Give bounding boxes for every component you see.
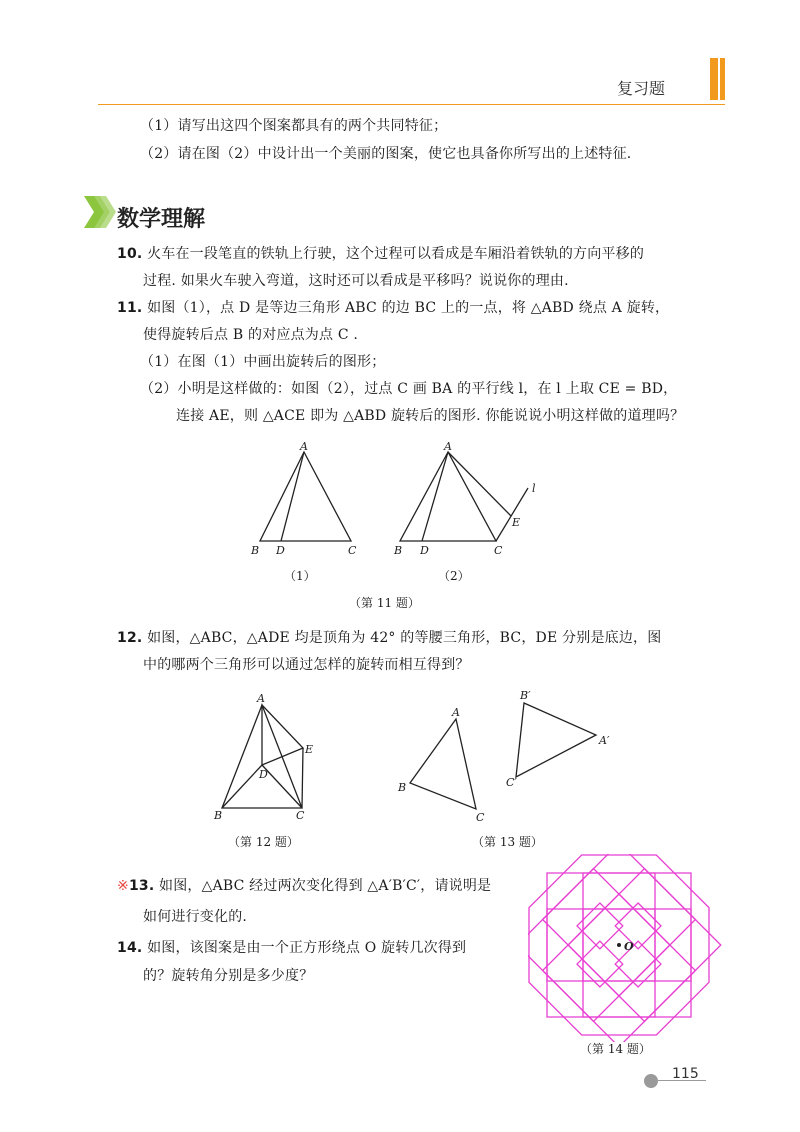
fig11-2-segment-ad bbox=[422, 452, 448, 541]
section-arrow-icon bbox=[84, 194, 118, 230]
fig12-triangle-ade bbox=[262, 705, 303, 765]
fig13-label-a1: A′ bbox=[599, 734, 610, 747]
figure-12 bbox=[210, 688, 330, 823]
q10-line-1 bbox=[117, 244, 644, 264]
q13-line-2: 如何进行变化的. bbox=[143, 909, 248, 925]
fig13-label-b1: B′ bbox=[520, 689, 531, 702]
q11-line-3: （1）在图（1）中画出旋转后的图形； bbox=[140, 354, 386, 370]
fig13-triangle-a1b1c1 bbox=[516, 703, 596, 777]
fig12-segment-ce bbox=[302, 748, 303, 808]
fig11-sub-caption-1: （1） bbox=[284, 569, 316, 583]
fig11-1-triangle-abc bbox=[260, 452, 351, 541]
q11-line-2: 使得旋转后点 B 的对应点为点 C . bbox=[143, 327, 359, 343]
page-number-dot bbox=[644, 1074, 658, 1088]
fig11-sub-caption-2: （2） bbox=[438, 569, 470, 583]
fig12-label-a: A bbox=[257, 692, 265, 705]
q11-number: 11. bbox=[117, 300, 143, 316]
q14-text-1: 如图，该图案是由一个正方形绕点 O 旋转几次得到 bbox=[147, 940, 467, 956]
fig14-square bbox=[568, 869, 721, 1022]
fig13-label-b: B bbox=[398, 781, 407, 794]
fig11-2-line-l bbox=[496, 488, 528, 541]
fig11-caption: （第 11 题） bbox=[349, 596, 420, 610]
fig12-label-d: D bbox=[259, 768, 268, 781]
fig13-caption: （第 13 题） bbox=[472, 835, 543, 849]
q11-line-4: （2）小明是这样做的：如图（2），过点 C 画 BA 的平行线 l，在 l 上取 CE = BD， bbox=[140, 381, 678, 397]
fig12-label-e: E bbox=[305, 743, 314, 756]
q10-number: 10. bbox=[117, 246, 143, 262]
fig11-1-label-c: C bbox=[348, 544, 357, 557]
fig14-label-o: O bbox=[624, 940, 634, 953]
intro-line-1: （1）请写出这四个图案都具有的两个共同特征； bbox=[140, 118, 448, 134]
fig12-label-b: B bbox=[214, 809, 223, 822]
fig13-label-a: A bbox=[452, 706, 460, 719]
fig11-2-label-a: A bbox=[444, 440, 452, 453]
fig11-2-label-c: C bbox=[494, 544, 503, 557]
q14-line-1 bbox=[117, 938, 466, 958]
intro-line-2: （2）请在图（2）中设计出一个美丽的图案，使它也具备你所写出的上述特征. bbox=[140, 146, 632, 162]
fig11-2-label-l: l bbox=[532, 482, 536, 495]
q10-line-2: 过程. 如果火车驶入弯道，这时还可以看成是平移吗？说说你的理由. bbox=[143, 273, 569, 289]
header-accent-bar bbox=[710, 58, 718, 100]
q10-text-1: 火车在一段笔直的铁轨上行驶，这个过程可以看成是车厢沿着铁轨的方向平移的 bbox=[147, 246, 645, 262]
fig12-label-c: C bbox=[296, 809, 305, 822]
fig11-2-triangle-abc bbox=[400, 452, 496, 541]
fig13-triangle-abc bbox=[410, 719, 476, 809]
q13-text-1: 如图，△ABC 经过两次变化得到 △A′B′C′，请说明是 bbox=[159, 878, 492, 894]
header-rule bbox=[98, 104, 725, 105]
fig11-1-label-b: B bbox=[251, 544, 260, 557]
figure-14 bbox=[528, 854, 728, 1042]
fig13-label-c1: C′ bbox=[506, 776, 517, 789]
header-accent-bar-thin bbox=[720, 58, 725, 100]
fig11-2-label-d: D bbox=[420, 544, 429, 557]
figure-13 bbox=[390, 684, 620, 829]
q11-text-1: 如图（1），点 D 是等边三角形 ABC 的边 BC 上的一点，将 △ABD 绕点 A 旋转， bbox=[147, 300, 670, 316]
q13-optional-mark: ※ bbox=[117, 878, 129, 894]
q12-line-1 bbox=[117, 628, 661, 648]
q14-number: 14. bbox=[117, 940, 143, 956]
q12-line-2: 中的哪两个三角形可以通过怎样的旋转而相互得到？ bbox=[143, 657, 470, 673]
fig12-caption: （第 12 题） bbox=[228, 835, 299, 849]
q13-line-1 bbox=[117, 876, 491, 896]
fig14-square bbox=[583, 873, 691, 981]
page-number: 115 bbox=[672, 1066, 699, 1082]
fig11-1-segment-ad bbox=[281, 452, 304, 541]
fig14-square bbox=[528, 869, 670, 1022]
fig12-segment-dc bbox=[262, 765, 302, 808]
q12-number: 12. bbox=[117, 630, 143, 646]
fig12-segment-bd bbox=[222, 765, 262, 808]
fig14-center-o bbox=[617, 943, 621, 947]
q14-line-2: 的？旋转角分别是多少度？ bbox=[143, 968, 314, 984]
fig11-2-label-e: E bbox=[512, 516, 521, 529]
q11-line-1 bbox=[117, 298, 669, 318]
fig11-2-label-b: B bbox=[394, 544, 403, 557]
fig14-square bbox=[547, 909, 655, 1017]
q13-number: 13. bbox=[128, 878, 155, 894]
fig14-caption: （第 14 题） bbox=[580, 1042, 651, 1056]
fig14-square bbox=[543, 854, 696, 996]
q11-line-5: 连接 AE，则 △ACE 即为 △ABD 旋转后的图形. 你能说说小明这样做的道理吗？ bbox=[176, 408, 685, 424]
fig13-label-c: C bbox=[476, 811, 485, 824]
figure-11 bbox=[240, 440, 560, 570]
q12-text-1: 如图，△ABC，△ADE 均是顶角为 42° 的等腰三角形，BC，DE 分别是底边，图 bbox=[147, 630, 662, 646]
section-title: 数学理解 bbox=[117, 207, 206, 232]
fig14-square bbox=[547, 873, 655, 981]
running-header-title: 复习题 bbox=[617, 79, 666, 98]
fig11-2-segment-ae bbox=[448, 452, 511, 516]
fig14-square bbox=[583, 909, 691, 1017]
fig11-1-label-a: A bbox=[300, 440, 308, 453]
fig11-1-label-d: D bbox=[276, 544, 285, 557]
